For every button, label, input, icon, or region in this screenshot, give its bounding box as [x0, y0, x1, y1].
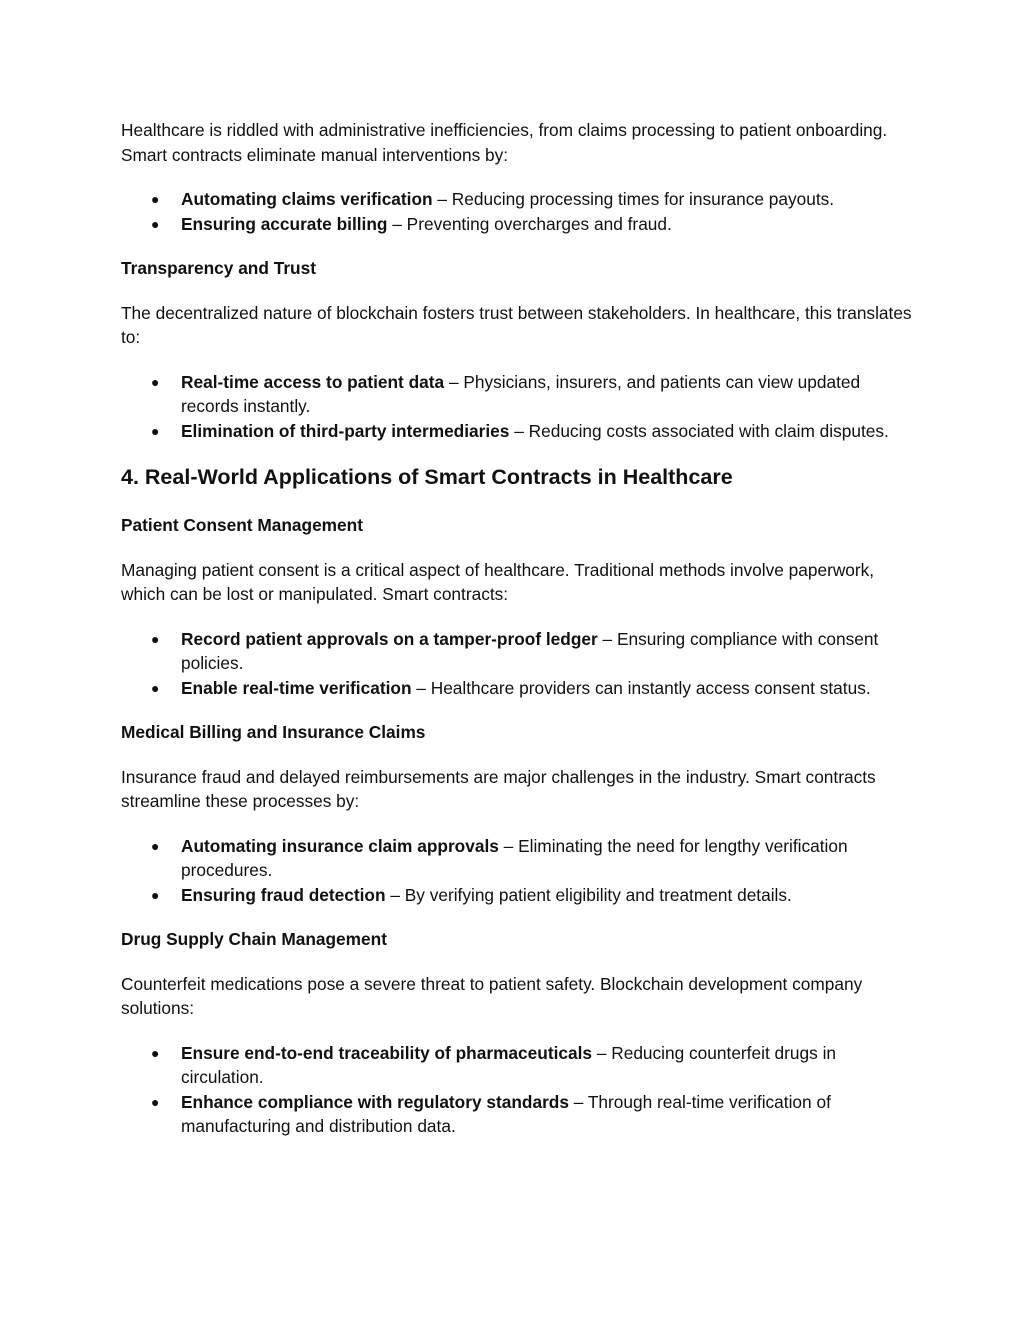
billing-bullet-list	[121, 834, 914, 908]
bullet-text: – Physicians, insurers, and patients can view updated records instantly.	[181, 371, 861, 416]
bullet-icon: ●	[151, 886, 160, 903]
subheading-supply: Drug Supply Chain Management	[121, 929, 387, 949]
list-item	[121, 419, 914, 444]
intro-paragraph: Healthcare is riddled with administrative inefficiencies, from claims processing to patient onboarding. Smart contracts eliminate manual interventions by:	[121, 120, 888, 165]
bullet-icon: ●	[151, 837, 160, 854]
bullet-icon: ●	[151, 630, 160, 647]
bullet-icon: ●	[151, 215, 160, 232]
bullet-lead: Record patient approvals on a tamper-proof ledger	[181, 628, 598, 649]
list-item	[121, 627, 914, 676]
list-item	[121, 834, 914, 883]
bullet-text: – Healthcare providers can instantly access consent status.	[411, 677, 871, 698]
bullet-text: – Reducing counterfeit drugs in circulation.	[181, 1042, 837, 1087]
supply-paragraph: Counterfeit medications pose a severe threat to patient safety. Blockchain development company solutions:	[121, 973, 863, 1018]
transparency-paragraph: The decentralized nature of blockchain fosters trust between stakeholders. In healthcare, this translates to:	[121, 302, 912, 347]
bullet-icon: ●	[151, 191, 160, 207]
bullet-icon: ●	[151, 679, 160, 696]
bullet-lead: Automating insurance claim approvals	[181, 835, 499, 856]
subheading-consent: Patient Consent Management	[121, 515, 363, 535]
subheading-billing: Medical Billing and Insurance Claims	[121, 722, 426, 742]
bullet-icon: ●	[151, 422, 160, 439]
list-item	[121, 370, 914, 419]
bullet-lead: Automating claims verification	[181, 189, 433, 209]
supply-bullet-list	[121, 1041, 914, 1139]
bullet-lead: Enhance compliance with regulatory standards	[181, 1091, 569, 1112]
list-item	[121, 212, 914, 237]
bullet-text: – Reducing costs associated with claim disputes.	[509, 420, 889, 441]
intro-bullet-list	[121, 187, 914, 236]
transparency-bullet-list	[121, 370, 914, 444]
bullet-lead: Ensuring fraud detection	[181, 884, 386, 905]
section-heading: 4. Real-World Applications of Smart Contracts in Healthcare	[121, 465, 733, 489]
bullet-text: – Reducing processing times for insurance payouts.	[432, 189, 835, 209]
bullet-text: – Eliminating the need for lengthy verification procedures.	[181, 835, 848, 880]
consent-bullet-list	[121, 627, 914, 701]
list-item	[121, 676, 914, 701]
bullet-lead: Real-time access to patient data	[181, 371, 445, 392]
bullet-icon: ●	[151, 373, 160, 390]
billing-paragraph: Insurance fraud and delayed reimbursements are major challenges in the industry. Smart contracts streamline these processes by:	[121, 766, 876, 811]
list-item	[121, 1090, 914, 1139]
bullet-lead: Ensuring accurate billing	[181, 213, 388, 234]
list-item	[121, 1041, 914, 1090]
bullet-text: – By verifying patient eligibility and treatment details.	[385, 884, 792, 905]
list-item	[121, 883, 914, 908]
subheading-transparency: Transparency and Trust	[121, 258, 316, 278]
bullet-lead: Elimination of third-party intermediaries	[181, 420, 510, 441]
bullet-text: – Through real-time verification of manufacturing and distribution data.	[181, 1091, 831, 1136]
bullet-lead: Ensure end-to-end traceability of pharmaceuticals	[181, 1042, 593, 1063]
bullet-text: – Preventing overcharges and fraud.	[387, 213, 672, 234]
bullet-lead: Enable real-time verification	[181, 677, 412, 698]
consent-paragraph: Managing patient consent is a critical aspect of healthcare. Traditional methods involve paperwork, which can be lost or manipulated. Smart contracts:	[121, 559, 875, 604]
bullet-text: – Ensuring compliance with consent policies.	[181, 628, 879, 673]
list-item	[121, 187, 914, 212]
bullet-icon: ●	[151, 1093, 160, 1110]
bullet-icon: ●	[151, 1044, 160, 1061]
